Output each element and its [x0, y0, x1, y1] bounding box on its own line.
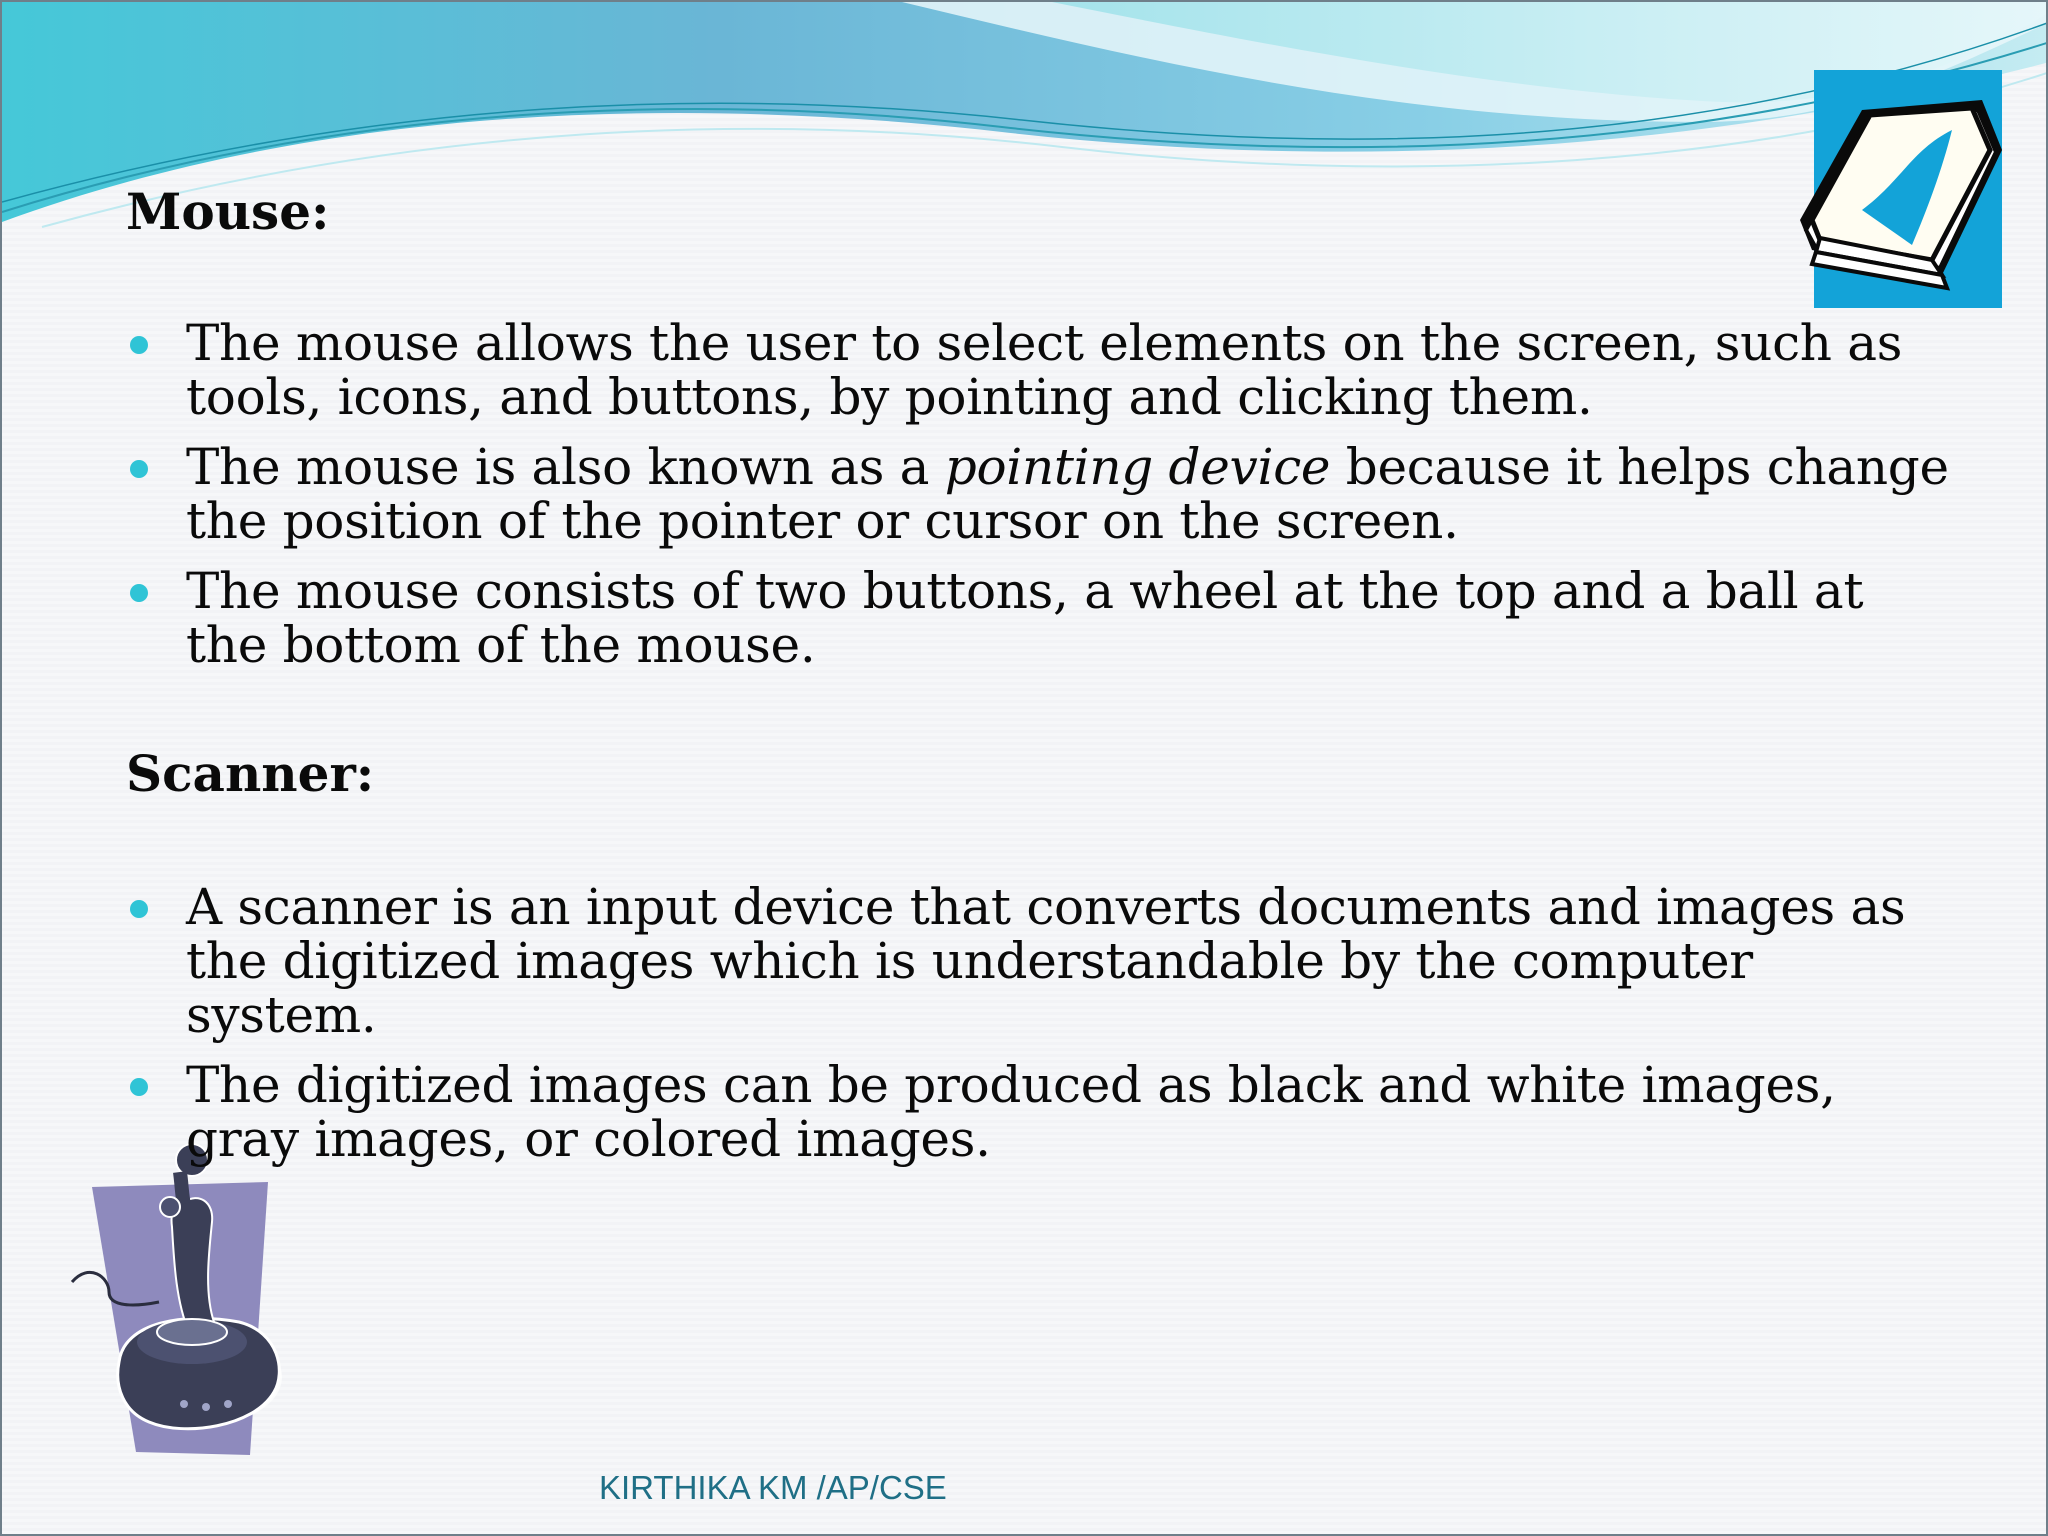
list-item: The mouse consists of two buttons, a wheel at the top and a ball at the bottom of the mouse.	[126, 564, 1956, 672]
bullet-dot	[130, 900, 148, 918]
footer-author: KIRTHIKA KM /AP/CSE	[599, 1469, 947, 1506]
slide-content	[126, 182, 1956, 1182]
list-item: The mouse is also known as a pointing device because it helps change the position of the pointer or cursor on the screen.	[126, 440, 1956, 548]
bullet-dot	[130, 1078, 148, 1096]
mouse-heading: Mouse:	[126, 182, 330, 241]
list-item: A scanner is an input device that converts documents and images as the digitized images which is understandable by the computer system.	[126, 880, 1956, 1042]
bullet-dot	[130, 460, 148, 478]
mouse-bullet-list	[126, 316, 1956, 672]
joystick-icon	[64, 1142, 294, 1462]
bullet-dot	[130, 336, 148, 354]
scanner-heading: Scanner:	[126, 744, 375, 803]
scanner-bullet-list	[126, 880, 1956, 1166]
emphasis-text: pointing device	[944, 438, 1331, 496]
list-item: The digitized images can be produced as black and white images, gray images, or colored images.	[126, 1058, 1956, 1166]
list-item: The mouse allows the user to select elements on the screen, such as tools, icons, and buttons, by pointing and clicking them.	[126, 316, 1956, 424]
bullet-dot	[130, 584, 148, 602]
